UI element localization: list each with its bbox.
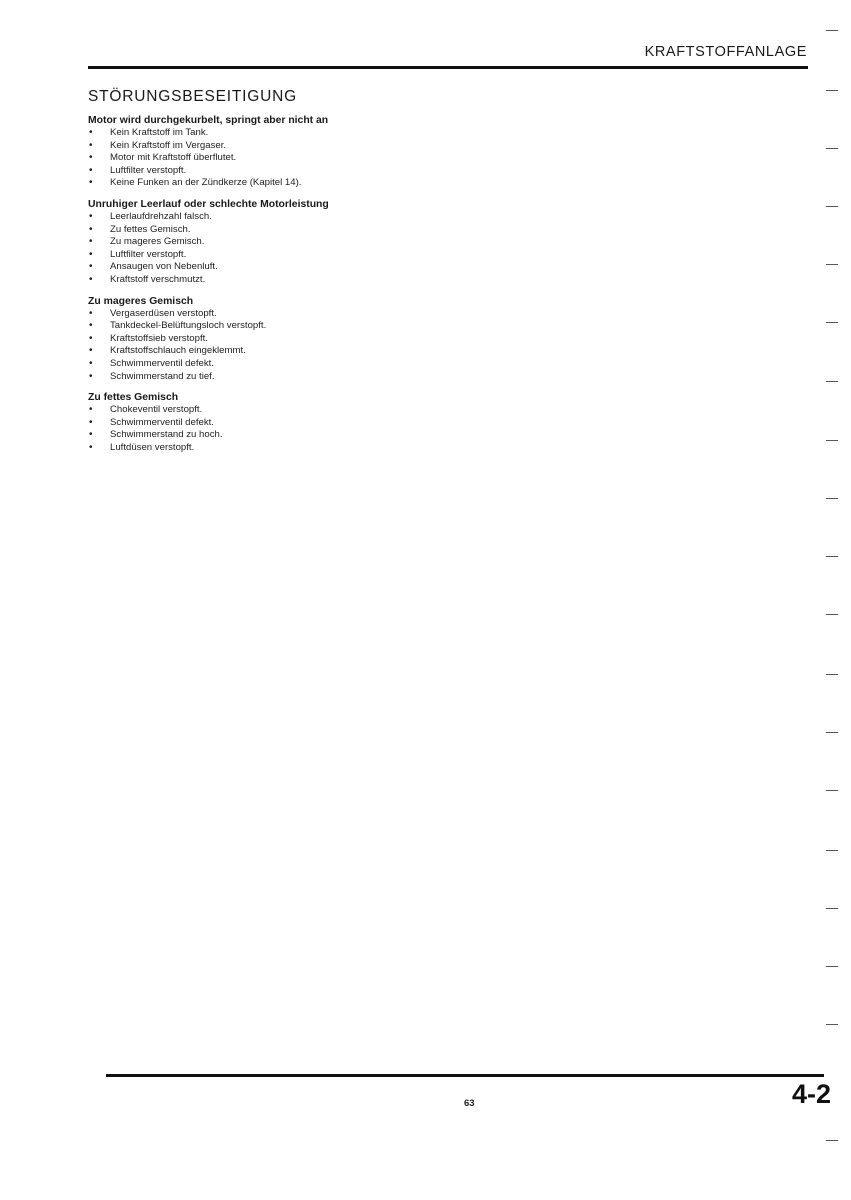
cause-item: • Luftfilter verstopft.: [88, 165, 508, 178]
cause-item: • Kein Kraftstoff im Tank.: [88, 127, 508, 140]
margin-mark: [826, 790, 838, 791]
margin-mark: [826, 381, 838, 382]
margin-mark: [826, 556, 838, 557]
cause-item: • Vergaserdüsen verstopft.: [88, 308, 508, 321]
margin-mark: [826, 440, 838, 441]
cause-item: • Kraftstoff verschmutzt.: [88, 274, 508, 287]
cause-item: • Schwimmerventil defekt.: [88, 358, 508, 371]
footer-rule: [106, 1074, 824, 1077]
margin-mark: [826, 148, 838, 149]
symptom-heading: Unruhiger Leerlauf oder schlechte Motorleistung: [88, 198, 329, 210]
cause-item: • Luftfilter verstopft.: [88, 249, 508, 262]
cause-item: • Kraftstoffsieb verstopft.: [88, 333, 508, 346]
cause-item: • Schwimmerstand zu tief.: [88, 371, 508, 384]
margin-mark: [826, 30, 838, 31]
cause-item: • Luftdüsen verstopft.: [88, 442, 508, 455]
section-title: STÖRUNGSBESEITIGUNG: [88, 88, 297, 105]
cause-item: • Zu mageres Gemisch.: [88, 236, 508, 249]
troubleshooting-list: [88, 114, 508, 462]
margin-mark: [826, 614, 838, 615]
margin-mark: [826, 908, 838, 909]
margin-mark: [826, 674, 838, 675]
cause-item: • Motor mit Kraftstoff überflutet.: [88, 152, 508, 165]
margin-mark: [826, 206, 838, 207]
cause-item: • Keine Funken an der Zündkerze (Kapitel 14).: [88, 177, 508, 190]
margin-mark: [826, 322, 838, 323]
symptom-group: [88, 391, 508, 454]
margin-mark: [826, 1024, 838, 1025]
cause-item: • Tankdeckel-Belüftungsloch verstopft.: [88, 320, 508, 333]
symptom-group: [88, 114, 508, 190]
symptom-heading: Zu mageres Gemisch: [88, 295, 194, 307]
cause-item: • Kein Kraftstoff im Vergaser.: [88, 140, 508, 153]
symptom-group: [88, 198, 508, 287]
header-rule: [88, 66, 808, 69]
cause-item: • Schwimmerventil defekt.: [88, 417, 508, 430]
section-number: 4-2: [791, 1079, 831, 1109]
page-number: 63: [464, 1098, 475, 1109]
chapter-title: KRAFTSTOFFANLAGE: [644, 44, 807, 60]
cause-item: • Chokeventil verstopft.: [88, 404, 508, 417]
symptom-heading: Zu fettes Gemisch: [88, 392, 179, 404]
margin-mark: [826, 850, 838, 851]
cause-item: • Leerlaufdrehzahl falsch.: [88, 211, 508, 224]
margin-mark: [826, 966, 838, 967]
cause-item: • Ansaugen von Nebenluft.: [88, 261, 508, 274]
margin-mark: [826, 732, 838, 733]
cause-item: • Kraftstoffschlauch eingeklemmt.: [88, 345, 508, 358]
symptom-heading: Motor wird durchgekurbelt, springt aber nicht an: [88, 115, 329, 126]
cause-item: • Zu fettes Gemisch.: [88, 224, 508, 237]
margin-mark: [826, 498, 838, 499]
margin-mark: [826, 264, 838, 265]
margin-mark: [826, 1140, 838, 1141]
symptom-group: [88, 295, 508, 384]
cause-item: • Schwimmerstand zu hoch.: [88, 429, 508, 442]
margin-mark: [826, 90, 838, 91]
